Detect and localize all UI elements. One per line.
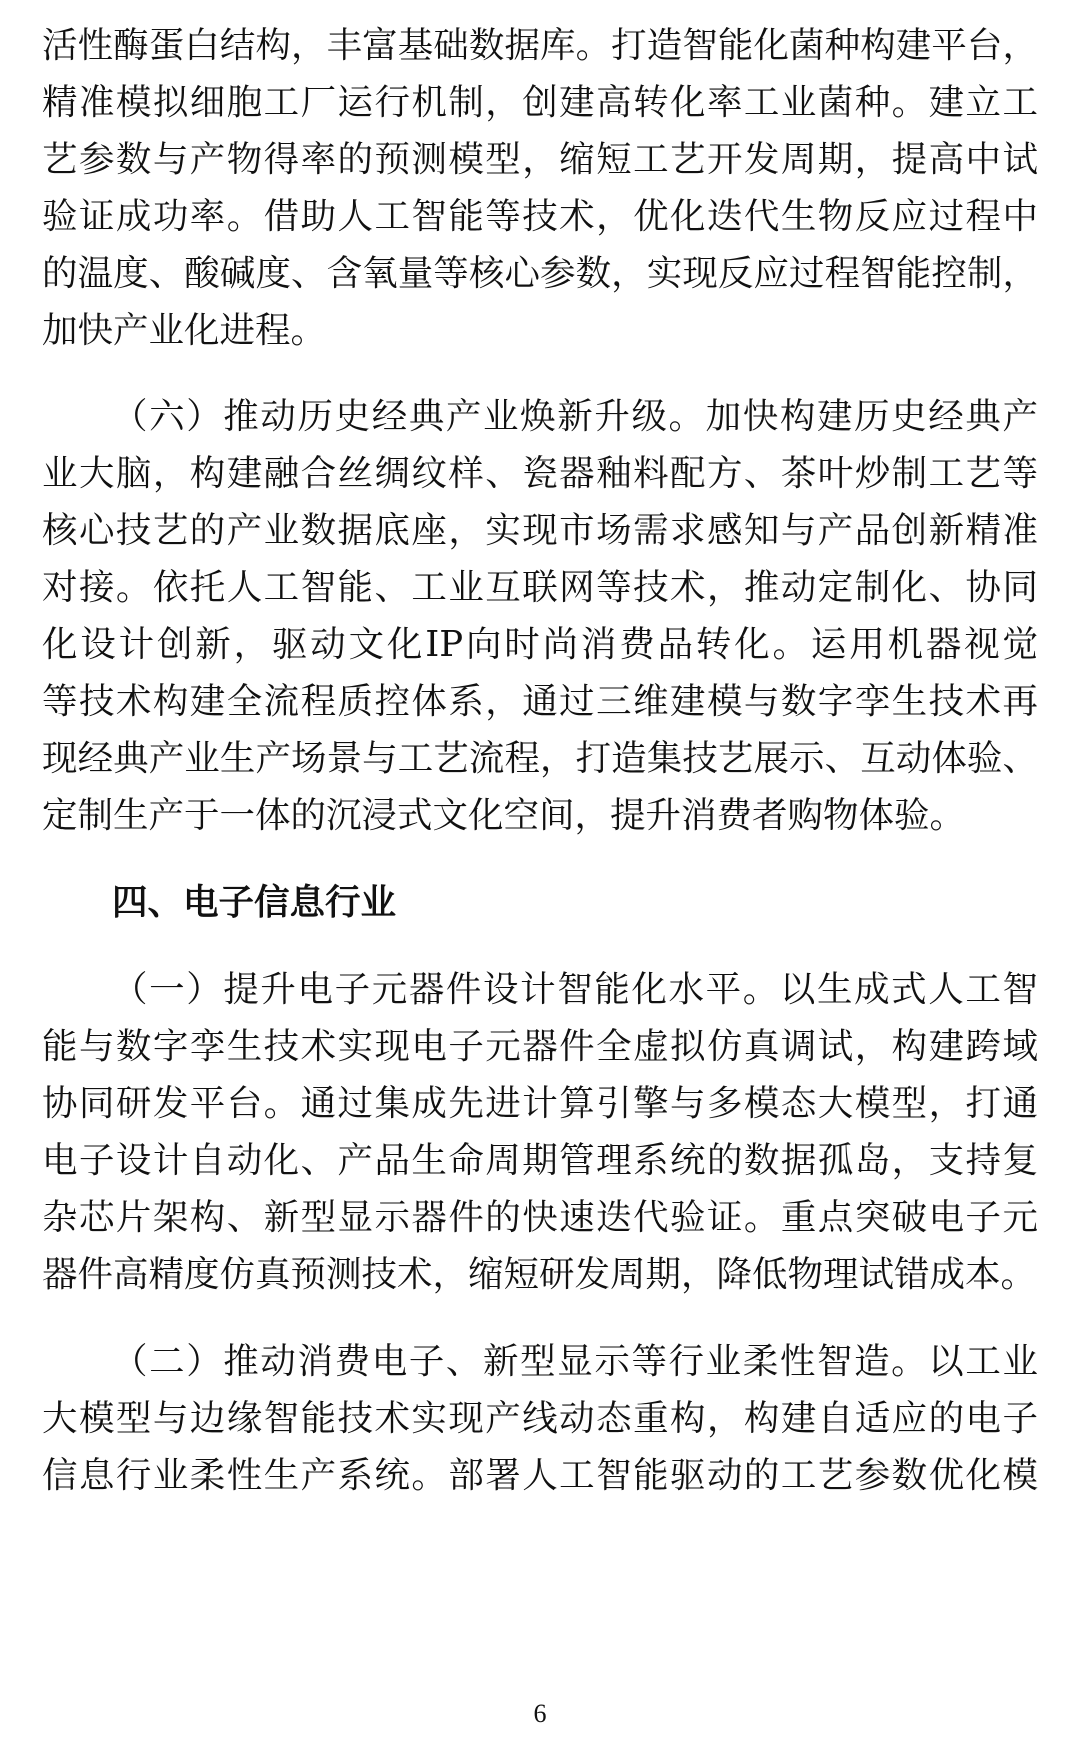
- text-line: 业大脑，构建融合丝绸纹样、瓷器釉料配方、茶叶炒制工艺等: [42, 453, 1038, 494]
- text-line: 验证成功率。借助人工智能等技术，优化迭代生物反应过程中: [42, 196, 1038, 237]
- page-number: 6: [533, 1699, 547, 1728]
- text-line: 活性酶蛋白结构，丰富基础数据库。打造智能化菌种构建平台，: [42, 25, 1038, 66]
- text-line: 器件高精度仿真预测技术，缩短研发周期，降低物理试错成本。: [42, 1254, 1037, 1295]
- text-line: 艺参数与产物得率的预测模型，缩短工艺开发周期，提高中试: [42, 139, 1038, 180]
- text-line: 精准模拟细胞工厂运行机制，创建高转化率工业菌种。建立工: [42, 82, 1038, 123]
- text-line: 大模型与边缘智能技术实现产线动态重构，构建自适应的电子: [42, 1398, 1038, 1439]
- paragraph-heading-line: （一）提升电子元器件设计智能化水平。以生成式人工智: [112, 969, 1038, 1010]
- text-line: 定制生产于一体的沉浸式文化空间，提升消费者购物体验。: [42, 795, 966, 836]
- paragraph-heading-line: （六）推动历史经典产业焕新升级。加快构建历史经典产: [112, 396, 1038, 437]
- text-line: 电子设计自动化、产品生命周期管理系统的数据孤岛，支持复: [42, 1140, 1038, 1181]
- text-line: 对接。依托人工智能、工业互联网等技术，推动定制化、协同: [42, 567, 1038, 608]
- text-line: 杂芯片架构、新型显示器件的快速迭代验证。重点突破电子元: [42, 1197, 1038, 1238]
- text-line: 能与数字孪生技术实现电子元器件全虚拟仿真调试，构建跨域: [42, 1026, 1038, 1067]
- text-line: 的温度、酸碱度、含氧量等核心参数，实现反应过程智能控制，: [42, 253, 1038, 294]
- text-line: 信息行业柔性生产系统。部署人工智能驱动的工艺参数优化模: [42, 1455, 1038, 1496]
- text-line: 化设计创新，驱动文化IP向时尚消费品转化。运用机器视觉: [42, 624, 1038, 665]
- text-line: 加快产业化进程。: [42, 310, 327, 351]
- text-line: 等技术构建全流程质控体系，通过三维建模与数字孪生技术再: [42, 681, 1038, 722]
- text-line: 现经典产业生产场景与工艺流程，打造集技艺展示、互动体验、: [42, 738, 1038, 779]
- paragraph-heading-line: （二）推动消费电子、新型显示等行业柔性智造。以工业: [112, 1341, 1038, 1382]
- text-line: 核心技艺的产业数据底座，实现市场需求感知与产品创新精准: [42, 510, 1038, 551]
- text-line: 协同研发平台。通过集成先进计算引擎与多模态大模型，打通: [42, 1083, 1038, 1124]
- section-heading: 四、电子信息行业: [112, 882, 397, 923]
